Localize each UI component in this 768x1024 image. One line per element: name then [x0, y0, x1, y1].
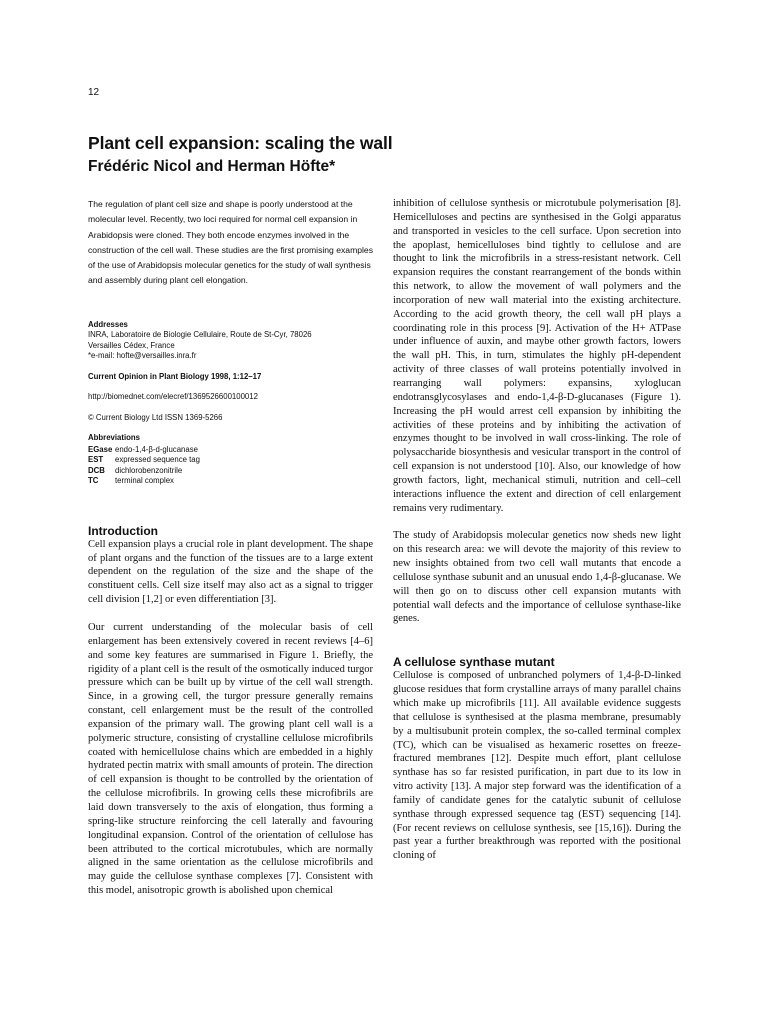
cellulose-paragraph-1: Cellulose is composed of unbranched polymers of 1,4-β-D-linked glucose residues that form crystalline arrays of many parallel chains which make up microfibrils [11]. All available evidence suggests that cellulose is synthesised at the plasma membrane, presumably by a multisubunit protein complex, the so-called terminal complex (TC), which can be visualised as hexameric rosettes on freeze-fractured membranes [12]. Despite much effort, plant cellulose synthase has so far resisted purification, in part due to its low in vitro activity [13]. A major step forward was the identification of a family of candidate genes for the catalytic subunit of cellulose synthase through expressed sequence tag (EST) sequencing [14]. (For recent reviews on cellulose synthesis, see [15,16]). During the past year a further breakthrough was reported with the positional cloning of [393, 670, 681, 862]
abbreviation-row [88, 455, 200, 466]
abbreviation: DCB [88, 465, 105, 475]
article-title: Plant cell expansion: scaling the wall [88, 133, 393, 153]
email-line: *e-mail: hofte@versailles.inra.fr [88, 351, 197, 361]
abbreviation-definition: terminal complex [115, 476, 174, 486]
addresses-heading: Addresses [88, 319, 128, 329]
introduction-paragraph-2: Our current understanding of the molecular basis of cell enlargement has been extensively covered in recent reviews [4–6] and some key features are summarised in Figure 1. Briefly, the rigidity of a plant cell is the result of the osmotically induced turgor pressure which can be built up by virtue of the cell wall strength. Since, in a growing cell, the turgor pressure generally remains constant, cell enlargement must be the result of the controlled expansion of the primary wall. The growing plant cell wall is a polymeric structure, consisting of crystalline cellulose microfibrils coated with hemicellulose chains which are embedded in a highly hydrated pectin matrix with small amounts of protein. The direction of cell expansion is thought to be controlled by the orientation of the cellulose microfibrils. In growing cells these microfibrils are laid down transversely to the axis of elongation, thus forming a spring-like structure reinforcing the cell laterally and favouring longitudinal expansion. Control of the orientation of cellulose has been attributed to the cortical microtubules, which are normally aligned in the same orientation as the cellulose microfibrils and may guide the cellulose synthase complexes [7]. Consistent with this model, anisotropic growth is abolished upon chemical [88, 622, 373, 897]
address-line: INRA, Laboratoire de Biologie Cellulaire, Route de St-Cyr, 78026 [88, 330, 312, 340]
page-number: 12 [88, 87, 100, 98]
abstract: The regulation of plant cell size and shape is poorly understood at the molecular level. Recently, two loci required for normal cell expansion in Arabidopsis were cloned. They both encode enzymes involved in the construction of the cell wall. These studies are the first promising examples of the use of Arabidopsis molecular genetics for the study of wall synthesis and assembly during plant cell elongation. [88, 199, 373, 286]
abbreviation: EST [88, 455, 104, 465]
journal-citation: Current Opinion in Plant Biology 1998, 1:12–17 [88, 371, 262, 381]
article-authors: Frédéric Nicol and Herman Höfte* [88, 158, 336, 175]
abbreviation-row [88, 476, 200, 487]
abbreviation-definition: dichlorobenzonitrile [115, 465, 183, 475]
abbreviation: TC [88, 476, 99, 486]
article-url[interactable]: http://biomednet.com/elecref/1369526600100012 [88, 392, 258, 402]
cellulose-section-heading: A cellulose synthase mutant [393, 655, 555, 670]
abbreviation-row [88, 466, 200, 477]
abbreviation-row [88, 445, 200, 456]
abbreviations-table [88, 445, 200, 487]
right-column [393, 197, 681, 863]
copyright-line: © Current Biology Ltd ISSN 1369-5266 [88, 412, 223, 422]
abbreviation-definition: endo-1,4-β-d-glucanase [115, 444, 198, 454]
left-column [88, 197, 373, 898]
introduction-heading: Introduction [88, 523, 158, 538]
address-line: Versailles Cédex, France [88, 340, 175, 350]
abbreviations-heading: Abbreviations [88, 433, 140, 443]
introduction-paragraph-4: The study of Arabidopsis molecular genetics now sheds new light on this research area: we will devote the majority of this review to new insights obtained from two cell wall mutants that encode a cellulose synthase subunit and an unusual endo 1,4-β-glucanase. We will then go on to discuss other cell expansion mutants with potential wall defects and the importance of cellulose synthase-like genes. [393, 530, 681, 625]
abbreviation-definition: expressed sequence tag [115, 455, 200, 465]
abbreviation: EGase [88, 444, 113, 454]
introduction-paragraph-1: Cell expansion plays a crucial role in plant development. The shape of plant organs and the function of the tissues are to a large extent dependent on the regulation of the size and the shape of the constituent cells. Cell size itself may also act as a signal to trigger cell division [1,2] or even differentiation [3]. [88, 538, 373, 606]
introduction-paragraph-3: inhibition of cellulose synthesis or microtubule polymerisation [8]. Hemicelluloses and pectins are synthesised in the Golgi apparatus and transported in vesicles to the cell surface. Upon secretion into the apoplast, hemicelluloses bind tightly to cellulose and are thought to link the microfibrils in a stress-resistant network. Cell expansion requires the constant rearrangement of the bonds within this network, to allow the movement of wall polymers and the incorporation of new wall material into the existing architecture. According to the acid growth theory, the cell wall pH plays a coordinating role in this process [9]. Activation of the H+ ATPase under influence of auxin, and maybe other growth factors, lowers the wall pH. This, in turn, stimulates the highly pH-dependent activity of three classes of wall proteins potentially involved in rearranging wall polymers: expansins, xyloglucan endotransglycosylases and endo-1,4-β-D-glucanases (Figure 1). Increasing the pH would arrest cell expansion by inhibiting the activities of these proteins and by inhibiting the activation of enzymes thought to be involved in wall cross-linking. The role of polysaccharide biosynthesis and vesicular transport in the control of cell expansion is not understood [10]. Also, our knowledge of how growth factors, light, mechanical stimuli, nutrition and cell–cell interactions influence the extent and direction of cell enlargement remains very rudimentary. [393, 198, 681, 514]
